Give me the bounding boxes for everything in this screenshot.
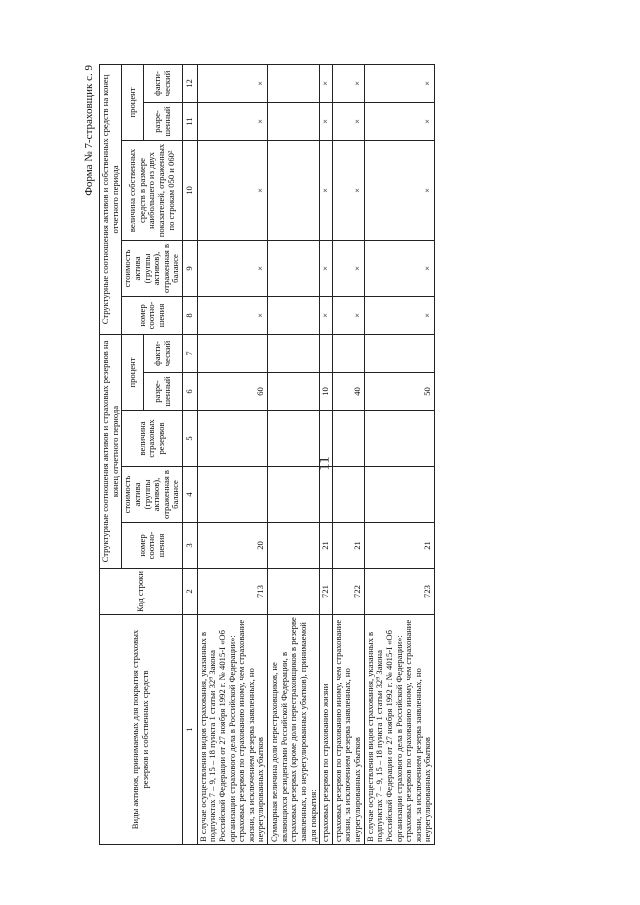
table-row [332,64,364,844]
cross-mark [268,102,320,140]
cross-mark: × [364,64,434,102]
reserves-cell [197,411,267,467]
header-b-percent: процент [122,64,144,140]
header-a-reserves: величина страховых резервов [122,411,183,467]
actual-percent [197,334,267,372]
cross-mark: × [320,64,333,102]
column-number: 3 [183,523,198,569]
cross-mark: × [197,140,267,240]
reserves-cell [320,411,333,467]
column-number: 8 [183,296,198,334]
assets-structure-table [99,64,435,845]
cross-mark: × [320,296,333,334]
asset-value-cell [268,467,320,523]
cross-mark: × [197,102,267,140]
column-number: 2 [183,569,198,615]
header-b-ratio-number: номер соотно-шения [122,296,183,334]
cross-mark [268,240,320,296]
asset-value-cell [364,467,434,523]
header-row-code: Код строки [100,569,183,615]
row-description: страховых резервов по страхованию иному, чем страхование жизни, за исключением резерва заявленных, но неурегулированных убытков [332,615,364,845]
allowed-percent: 60 [197,373,267,411]
page-number: 11 [316,456,333,471]
cross-mark: × [197,64,267,102]
ratio-number: 20 [197,523,267,569]
cross-mark: × [332,102,364,140]
column-number: 11 [183,102,198,140]
column-number: 9 [183,240,198,296]
cross-mark: × [364,102,434,140]
actual-percent [268,334,320,372]
column-number: 10 [183,140,198,240]
header-b-asset-value: стоимость актива (группы активов), отраженная в балансе [122,240,183,296]
column-number: 7 [183,334,198,372]
header-b-own-funds: величина собственных средств в размере наибольшего из двух показателей, отраженных по строкам 050 и 060² [122,140,183,240]
header-group-own-funds: Структурные соотношения активов и собственных средств на конец отчетного периода [100,64,122,334]
row-code [268,569,320,615]
header-asset-types: Виды активов, принимаемых для покрытия страховых резервов и собственных средств [100,615,183,845]
row-description: В случае осуществления видов страхования, указанных в подпунктах 7 – 9, 15 – 18 пункта 1 статьи 32⁹ Закона Российской Федерации от 27 ноября 1992 г. № 4015-I «Об организации страхового дела в Российской Федерации»: страховых резервов по страхованию иному, чем страхование жизни, за исключением резерва заявленных, но неурегулированных убытков [197,615,267,845]
cross-mark: × [364,140,434,240]
ratio-number [268,523,320,569]
allowed-percent: 10 [320,373,333,411]
column-number: 6 [183,373,198,411]
allowed-percent: 50 [364,373,434,411]
column-numbers-row [183,64,198,844]
cross-mark: × [320,102,333,140]
cross-mark: × [197,240,267,296]
cross-mark: × [332,140,364,240]
cross-mark [268,64,320,102]
row-code: 713 [197,569,267,615]
row-description: Суммарная величина доли перестраховщиков, не являющихся резидентами Российской Федерации, в страховых резервах (кроме доли перестраховщиков в резерве заявленных, но неурегулированных убытков), принимаемой для покрытия: [268,615,320,845]
asset-value-cell [332,467,364,523]
column-number: 12 [183,64,198,102]
header-a-actual: факти-ческий [144,334,183,372]
header-a-percent: процент [122,334,144,410]
asset-value-cell [197,467,267,523]
allowed-percent [268,373,320,411]
header-b-allowed: разре-шенный [144,102,183,140]
cross-mark: × [332,296,364,334]
table-row [197,64,267,844]
cross-mark: × [320,240,333,296]
column-number: 5 [183,411,198,467]
cross-mark [268,140,320,240]
row-description: В случае осуществления видов страхования, указанных в подпунктах 7 – 9, 15 – 18 пункта 1 статьи 32⁹ Закона Российской Федерации от 27 ноября 1992 г. № 4015-I «Об организации страхового дела в Российской Федерации»: страховых резервов по страхованию иному, чем страхование жизни, за исключением резерва заявленных, но неурегулированных убытков [364,615,434,845]
column-number: 4 [183,467,198,523]
column-number: 1 [183,615,198,845]
row-code: 723 [364,569,434,615]
cross-mark: × [364,240,434,296]
actual-percent [364,334,434,372]
actual-percent [332,334,364,372]
cross-mark: × [332,64,364,102]
actual-percent [320,334,333,372]
table-row [268,64,320,844]
ratio-number: 21 [320,523,333,569]
header-a-allowed: разре-шенный [144,373,183,411]
header-b-actual: факти-ческий [144,64,183,102]
reserves-cell [268,411,320,467]
cross-mark [268,296,320,334]
reserves-cell [332,411,364,467]
cross-mark: × [332,240,364,296]
reserves-cell [364,411,434,467]
header-a-ratio-number: номер соотно-шения [122,523,183,569]
row-code: 722 [332,569,364,615]
ratio-number: 21 [364,523,434,569]
header-a-asset-value: стоимость актива (группы активов), отраженная в балансе [122,467,183,523]
cross-mark: × [320,140,333,240]
table-row [320,64,333,844]
table-row [364,64,434,844]
header-group-reserves: Структурные соотношения активов и страховых резервов на конец отчетного периода [100,334,122,568]
form-name: Форма № 7-страховщик с. 9 [83,65,95,196]
cross-mark: × [364,296,434,334]
cross-mark: × [197,296,267,334]
allowed-percent: 40 [332,373,364,411]
ratio-number: 21 [332,523,364,569]
row-code: 721 [320,569,333,615]
row-description: страховых резервов по страхованию жизни [320,615,333,845]
form-sheet [83,65,523,845]
asset-value-cell [320,467,333,523]
